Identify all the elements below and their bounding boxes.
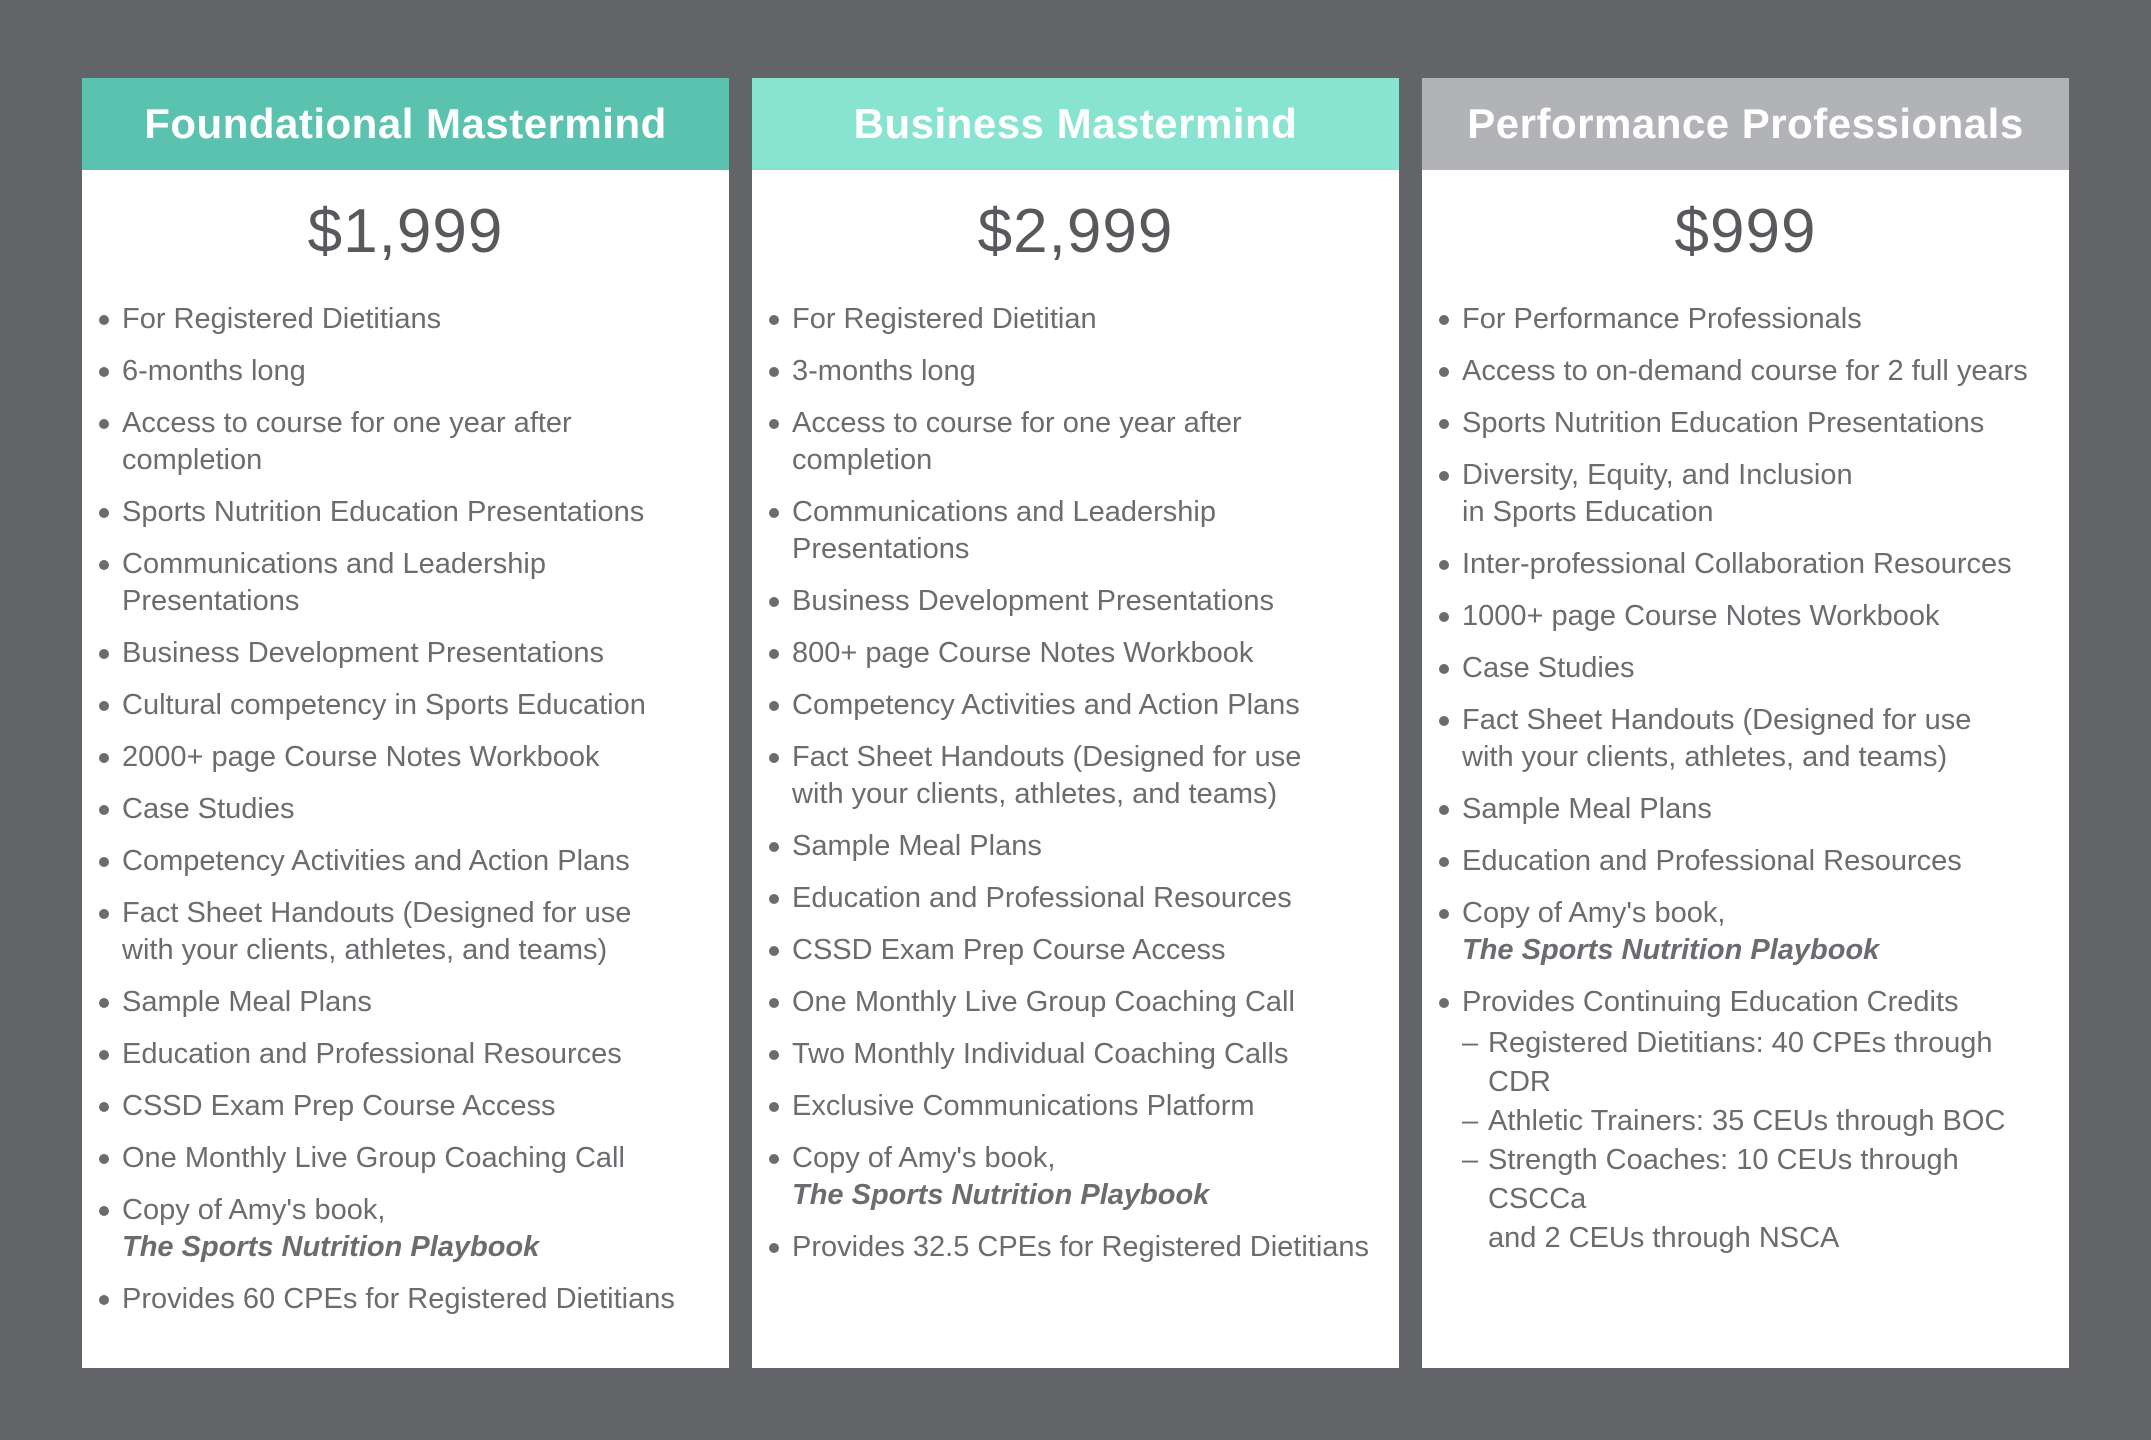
bullet-icon [1438,301,1462,338]
feature-text [1462,843,2051,880]
sub-feature-text [1488,1024,2051,1102]
feature-line: Case Studies [122,793,295,825]
bullet-icon [768,1140,792,1177]
feature-text [792,828,1381,865]
feature-item [768,301,1381,338]
feature-text [1462,895,2051,969]
dash-icon: – [1462,1105,1479,1137]
feature-item [1438,895,2051,969]
feature-item [98,984,711,1021]
feature-line: Case Studies [1462,652,1635,684]
bullet-icon [1438,702,1462,739]
feature-line: 3-months long [792,355,976,387]
feature-item [1438,984,2051,1258]
pricing-table [82,78,2069,1368]
feature-text [792,1036,1381,1073]
feature-text [122,739,711,776]
feature-item [98,1281,711,1318]
feature-item [98,405,711,479]
feature-line: Competency Activities and Action Plans [792,689,1300,721]
feature-line: Education and Professional Resources [792,882,1292,914]
bullet-icon [768,1229,792,1266]
feature-line: Sample Meal Plans [122,986,372,1018]
card-header [1422,78,2069,170]
book-title: The Sports Nutrition Playbook [792,1179,1210,1211]
bullet-icon [98,1088,122,1125]
feature-line: Copy of Amy's book, [1462,897,1726,929]
bullet-icon [98,353,122,390]
card-header [82,78,729,170]
feature-text [122,405,711,479]
feature-item [1438,546,2051,583]
pricing-card-performance-professionals [1422,78,2069,1368]
feature-item [768,828,1381,865]
feature-item [1438,650,2051,687]
feature-list [82,301,729,1333]
feature-line: with your clients, athletes, and teams) [792,778,1278,810]
bullet-icon [98,843,122,880]
sub-feature-text [1488,1141,2051,1258]
feature-item [98,843,711,880]
feature-item [1438,301,2051,338]
feature-item [768,687,1381,724]
feature-text [122,1036,711,1073]
sub-feature-text [1488,1102,2051,1141]
bullet-icon [98,494,122,531]
card-price: $999 [1674,197,1817,266]
bullet-icon [1438,457,1462,494]
feature-item [768,1229,1381,1266]
feature-line: Copy of Amy's book, [122,1194,386,1226]
bullet-icon [768,1088,792,1125]
feature-line: For Registered Dietitian [792,303,1097,335]
bullet-icon [768,1036,792,1073]
feature-text [792,984,1381,1021]
card-price: $2,999 [977,197,1174,266]
bullet-icon [98,1192,122,1229]
bullet-icon [768,301,792,338]
feature-item [98,791,711,828]
feature-text [1462,984,2051,1258]
feature-text [792,739,1381,813]
feature-line: Business Development Presentations [122,637,604,669]
book-title: The Sports Nutrition Playbook [1462,934,1880,966]
bullet-icon [1438,791,1462,828]
bullet-icon [98,635,122,672]
feature-line: with your clients, athletes, and teams) [1462,741,1948,773]
feature-line: CSSD Exam Prep Course Access [122,1090,556,1122]
bullet-icon [98,984,122,1021]
feature-item [768,1036,1381,1073]
bullet-icon [1438,843,1462,880]
feature-text [792,687,1381,724]
feature-line: Competency Activities and Action Plans [122,845,630,877]
feature-list [1422,301,2069,1273]
feature-line: 800+ page Course Notes Workbook [792,637,1254,669]
bullet-icon [768,984,792,1021]
bullet-icon [1438,984,1462,1021]
feature-text [792,1088,1381,1125]
feature-text [1462,301,2051,338]
feature-item [768,405,1381,479]
feature-item [768,494,1381,568]
feature-item [768,635,1381,672]
feature-item [768,932,1381,969]
feature-line: and 2 CEUs through NSCA [1488,1222,1840,1254]
feature-line: Access to on-demand course for 2 full years [1462,355,2028,387]
feature-item [1438,598,2051,635]
bullet-icon [1438,405,1462,442]
feature-line: Sports Nutrition Education Presentations [122,496,645,528]
sub-feature-item [1462,1102,2051,1141]
feature-item [98,1088,711,1125]
feature-item [768,1140,1381,1214]
feature-item [1438,702,2051,776]
feature-text [792,932,1381,969]
feature-item [98,301,711,338]
feature-item [1438,405,2051,442]
bullet-icon [768,880,792,917]
feature-line: Sample Meal Plans [792,830,1042,862]
bullet-icon [768,828,792,865]
sub-feature-list [1462,1024,2051,1258]
bullet-icon [768,353,792,390]
feature-line: 2000+ page Course Notes Workbook [122,741,600,773]
feature-text [122,984,711,1021]
feature-line: Education and Professional Resources [1462,845,1962,877]
feature-item [98,353,711,390]
bullet-icon [768,932,792,969]
bullet-icon [98,1140,122,1177]
feature-item [98,687,711,724]
bullet-icon [98,546,122,583]
feature-item [98,635,711,672]
feature-text [792,635,1381,672]
feature-line: 6-months long [122,355,306,387]
feature-text [122,1281,711,1318]
feature-text [792,353,1381,390]
feature-line: Strength Coaches: 10 CEUs through CSCCa [1488,1144,1959,1215]
feature-text [1462,650,2051,687]
bullet-icon [98,301,122,338]
feature-item [768,353,1381,390]
feature-line: For Performance Professionals [1462,303,1862,335]
feature-text [122,635,711,672]
feature-line: in Sports Education [1462,496,1714,528]
bullet-icon [768,635,792,672]
feature-text [122,895,711,969]
feature-text [792,301,1381,338]
dash-icon: – [1462,1144,1479,1176]
feature-line: Inter-professional Collaboration Resources [1462,548,2012,580]
feature-line: Sports Nutrition Education Presentations [1462,407,1985,439]
feature-line: Sample Meal Plans [1462,793,1712,825]
feature-list [752,301,1399,1281]
sub-feature-item [1462,1024,2051,1102]
feature-item [768,583,1381,620]
feature-line: Communications and Leadership Presentations [792,496,1216,565]
card-title: Business Mastermind [853,100,1298,147]
feature-text [1462,405,2051,442]
bullet-icon [98,1281,122,1318]
feature-line: 1000+ page Course Notes Workbook [1462,600,1940,632]
feature-text [792,583,1381,620]
feature-line: Registered Dietitians: 40 CPEs through CDR [1488,1027,1993,1098]
feature-text [122,1140,711,1177]
feature-text [122,1192,711,1266]
book-title: The Sports Nutrition Playbook [122,1231,540,1263]
bullet-icon [98,687,122,724]
feature-item [768,1088,1381,1125]
feature-line: Education and Professional Resources [122,1038,622,1070]
feature-line: Copy of Amy's book, [792,1142,1056,1174]
feature-item [98,546,711,620]
feature-text [1462,546,2051,583]
bullet-icon [1438,895,1462,932]
feature-line: Diversity, Equity, and Inclusion [1462,459,1853,491]
feature-text [122,687,711,724]
feature-text [792,494,1381,568]
bullet-icon [98,739,122,776]
card-header [752,78,1399,170]
feature-text [792,1229,1381,1266]
feature-item [98,739,711,776]
feature-line: CSSD Exam Prep Course Access [792,934,1226,966]
feature-line: Access to course for one year after completion [792,407,1242,476]
feature-item [98,494,711,531]
feature-item [1438,843,2051,880]
feature-line: Communications and Leadership Presentations [122,548,546,617]
feature-text [122,353,711,390]
bullet-icon [98,791,122,828]
bullet-icon [1438,353,1462,390]
feature-line: Exclusive Communications Platform [792,1090,1255,1122]
feature-line: Two Monthly Individual Coaching Calls [792,1038,1289,1070]
card-title: Performance Professionals [1467,100,2024,147]
bullet-icon [1438,546,1462,583]
bullet-icon [768,405,792,442]
feature-line: Cultural competency in Sports Education [122,689,646,721]
pricing-card-business-mastermind [752,78,1399,1368]
pricing-card-foundational-mastermind [82,78,729,1368]
bullet-icon [768,583,792,620]
bullet-icon [768,739,792,776]
feature-text [1462,457,2051,531]
bullet-icon [768,494,792,531]
feature-text [1462,791,2051,828]
feature-item [98,1140,711,1177]
feature-text [1462,598,2051,635]
feature-text [1462,702,2051,776]
feature-line: One Monthly Live Group Coaching Call [792,986,1295,1018]
feature-text [122,1088,711,1125]
feature-text [122,791,711,828]
feature-item [98,1192,711,1266]
feature-line: Provides 60 CPEs for Registered Dietitians [122,1283,675,1315]
feature-item [98,895,711,969]
feature-item [768,739,1381,813]
feature-line: Provides 32.5 CPEs for Registered Dietitians [792,1231,1370,1263]
feature-line: Fact Sheet Handouts (Designed for use [122,897,632,929]
card-title: Foundational Mastermind [144,100,667,147]
feature-item [768,984,1381,1021]
feature-item [1438,791,2051,828]
feature-line: with your clients, athletes, and teams) [122,934,608,966]
feature-text [122,546,711,620]
feature-line: Access to course for one year after completion [122,407,572,476]
card-price: $1,999 [307,197,504,266]
feature-line: Provides Continuing Education Credits [1462,986,1959,1018]
feature-line: Fact Sheet Handouts (Designed for use [792,741,1302,773]
bullet-icon [1438,598,1462,635]
feature-line: For Registered Dietitians [122,303,442,335]
feature-item [98,1036,711,1073]
feature-item [1438,457,2051,531]
feature-text [792,1140,1381,1214]
feature-text [792,405,1381,479]
feature-item [768,880,1381,917]
bullet-icon [98,405,122,442]
feature-text [122,494,711,531]
bullet-icon [768,687,792,724]
feature-line: One Monthly Live Group Coaching Call [122,1142,625,1174]
bullet-icon [98,895,122,932]
feature-item [1438,353,2051,390]
feature-text [792,880,1381,917]
feature-line: Fact Sheet Handouts (Designed for use [1462,704,1972,736]
dash-icon: – [1462,1027,1479,1059]
feature-text [122,301,711,338]
feature-line: Business Development Presentations [792,585,1274,617]
bullet-icon [1438,650,1462,687]
bullet-icon [98,1036,122,1073]
feature-line: Athletic Trainers: 35 CEUs through BOC [1488,1105,2006,1137]
sub-feature-item [1462,1141,2051,1258]
feature-text [122,843,711,880]
feature-text [1462,353,2051,390]
